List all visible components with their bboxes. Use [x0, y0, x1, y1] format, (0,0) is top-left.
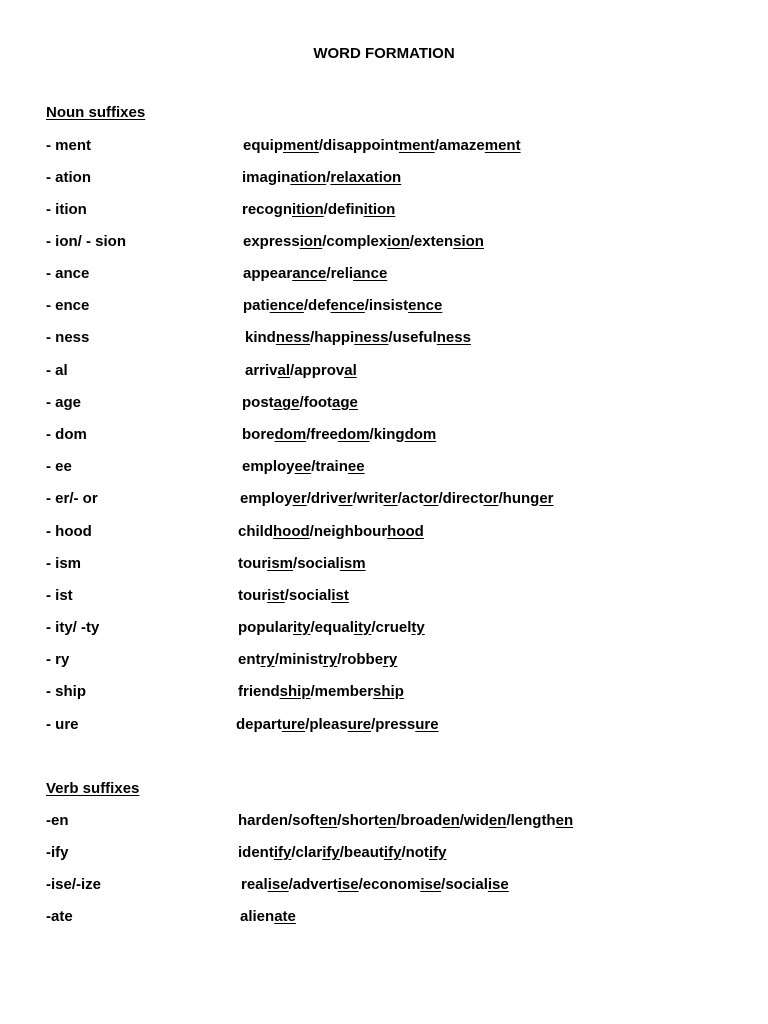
underlined-suffix: ment [398, 137, 435, 154]
verb-suffix-examples [238, 812, 573, 829]
word-stem: /defin [323, 201, 364, 218]
word-stem: /member [310, 683, 374, 700]
word-stem: /hung [498, 490, 540, 507]
word-stem: /social [284, 587, 332, 604]
word-stem: /writ [352, 490, 384, 507]
noun-suffix-examples [238, 651, 397, 668]
underlined-suffix: ism [267, 555, 294, 572]
word-stem: /king [369, 426, 405, 443]
word-stem: /minist [274, 651, 324, 668]
underlined-suffix: ment [283, 137, 319, 154]
noun-suffix-row [0, 458, 768, 480]
underlined-suffix: dom [337, 426, 370, 443]
noun-suffix-row [0, 619, 768, 641]
underlined-suffix: ation [290, 169, 327, 186]
noun-suffix-suffix-label: - ee [46, 458, 72, 475]
word-stem: /beaut [339, 844, 384, 861]
underlined-suffix: relaxation [330, 169, 402, 186]
verb-suffix-row [0, 812, 768, 834]
word-stem: /length [506, 812, 556, 829]
word-stem: /robbe [337, 651, 384, 668]
word-stem: /complex [322, 233, 388, 250]
underlined-suffix: en [488, 812, 507, 829]
noun-suffix-suffix-label: - age [46, 394, 82, 411]
noun-suffix-suffix-label: - ity/ -ty [46, 619, 100, 636]
underlined-suffix: en [555, 812, 574, 829]
word-stem: /approv [290, 362, 345, 379]
word-stem: arriv [245, 362, 278, 379]
noun-suffix-row [0, 523, 768, 545]
word-stem: /econom [358, 876, 421, 893]
noun-suffix-suffix-label: - ist [46, 587, 73, 604]
noun-suffix-examples [238, 619, 425, 636]
underlined-suffix: hood [387, 523, 424, 540]
noun-suffix-suffix-label: - ance [46, 265, 90, 282]
noun-suffix-suffix-label: - ment [46, 137, 91, 154]
word-stem: /cruel [371, 619, 412, 636]
word-stem: kind [245, 329, 276, 346]
underlined-suffix: ance [353, 265, 388, 282]
underlined-suffix: ment [484, 137, 521, 154]
verb-suffix-examples [238, 844, 446, 861]
noun-suffix-row [0, 201, 768, 223]
noun-suffix-examples [243, 233, 484, 250]
noun-suffix-examples [242, 394, 358, 411]
document-title: WORD FORMATION [313, 45, 455, 62]
noun-suffix-suffix-label: - er/- or [46, 490, 98, 507]
underlined-suffix: ify [273, 844, 292, 861]
noun-suffix-examples [243, 137, 521, 154]
underlined-suffix: ence [330, 297, 365, 314]
underlined-suffix: ism [339, 555, 366, 572]
underlined-suffix: er [539, 490, 554, 507]
word-stem: depart [236, 716, 282, 733]
noun-suffix-row [0, 651, 768, 673]
underlined-suffix: ise [487, 876, 509, 893]
underlined-suffix: ure [415, 716, 439, 733]
word-stem: employ [242, 458, 295, 475]
underlined-suffix: ise [267, 876, 289, 893]
noun-suffix-suffix-label: - ry [46, 651, 70, 668]
word-stem: popular [238, 619, 293, 636]
word-stem: /broad [396, 812, 443, 829]
noun-suffix-examples [240, 490, 554, 507]
underlined-suffix: ence [269, 297, 304, 314]
underlined-suffix: ity [353, 619, 372, 636]
word-stem: /foot [299, 394, 333, 411]
word-stem: /def [303, 297, 331, 314]
underlined-suffix: age [332, 394, 358, 411]
noun-suffix-suffix-label: - al [46, 362, 68, 379]
underlined-suffix: en [319, 812, 338, 829]
word-stem: recogn [242, 201, 293, 218]
underlined-suffix: dom [274, 426, 307, 443]
noun-suffix-examples [238, 555, 366, 572]
word-stem: /insist [364, 297, 409, 314]
word-stem: /short [337, 812, 379, 829]
underlined-suffix: ee [294, 458, 312, 475]
noun-suffix-row [0, 169, 768, 191]
noun-suffix-row [0, 490, 768, 512]
noun-suffix-row [0, 683, 768, 705]
noun-suffix-suffix-label: - ship [46, 683, 86, 700]
word-stem: ident [238, 844, 274, 861]
verb-suffixes-heading: Verb suffixes [46, 780, 140, 797]
underlined-suffix: al [344, 362, 357, 379]
noun-suffix-row [0, 587, 768, 609]
word-stem: appear [243, 265, 293, 282]
underlined-suffix: ry [323, 651, 338, 668]
word-stem: /reli [326, 265, 354, 282]
underlined-suffix: ition [363, 201, 396, 218]
word-stem: child [238, 523, 274, 540]
noun-suffix-suffix-label: - dom [46, 426, 87, 443]
noun-suffix-row [0, 265, 768, 287]
underlined-suffix: ty [411, 619, 425, 636]
underlined-suffix: ence [408, 297, 443, 314]
underlined-suffix: ition [292, 201, 324, 218]
underlined-suffix: dom [404, 426, 437, 443]
underlined-suffix: er [383, 490, 398, 507]
underlined-suffix: ry [383, 651, 398, 668]
word-stem: /wid [459, 812, 489, 829]
noun-suffix-examples [243, 297, 442, 314]
noun-suffix-suffix-label: - ism [46, 555, 82, 572]
noun-suffix-examples [236, 716, 439, 733]
word-stem: equip [243, 137, 283, 154]
word-stem: /neighbour [309, 523, 388, 540]
noun-suffix-row [0, 555, 768, 577]
word-stem: / [326, 169, 331, 186]
word-stem: bore [242, 426, 275, 443]
underlined-suffix: ist [267, 587, 285, 604]
word-stem: /free [306, 426, 338, 443]
word-stem: /social [293, 555, 340, 572]
underlined-suffix: ance [292, 265, 327, 282]
noun-suffix-row [0, 297, 768, 319]
underlined-suffix: al [277, 362, 291, 379]
noun-suffix-examples [242, 169, 401, 186]
noun-suffix-row [0, 233, 768, 255]
underlined-suffix: hood [273, 523, 310, 540]
word-stem: /equal [310, 619, 354, 636]
word-stem: /social [441, 876, 488, 893]
underlined-suffix: age [273, 394, 300, 411]
noun-suffix-examples [245, 329, 471, 346]
word-stem: /pleas [305, 716, 348, 733]
noun-suffixes-heading: Noun suffixes [46, 104, 146, 121]
word-stem: /happi [310, 329, 355, 346]
noun-suffix-row [0, 137, 768, 159]
word-stem: employ [240, 490, 293, 507]
verb-suffix-examples [240, 908, 296, 925]
underlined-suffix: ify [322, 844, 340, 861]
underlined-suffix: ness [436, 329, 471, 346]
underlined-suffix: ship [279, 683, 311, 700]
underlined-suffix: or [423, 490, 439, 507]
word-stem: ent [238, 651, 261, 668]
underlined-suffix: ise [420, 876, 442, 893]
word-stem: /amaze [434, 137, 485, 154]
word-stem: /train [311, 458, 348, 475]
word-stem: /advert [288, 876, 338, 893]
underlined-suffix: er [292, 490, 307, 507]
word-stem: post [242, 394, 274, 411]
word-stem: alien [240, 908, 275, 925]
word-stem: /act [397, 490, 424, 507]
word-stem: imagin [242, 169, 291, 186]
word-stem: tour [238, 587, 268, 604]
word-stem: /not [401, 844, 429, 861]
underlined-suffix: er [338, 490, 353, 507]
word-stem: /press [371, 716, 416, 733]
underlined-suffix: ry [260, 651, 275, 668]
noun-suffix-suffix-label: - ion/ - sion [46, 233, 126, 250]
word-stem: /clar [291, 844, 323, 861]
verb-suffix-suffix-label: -en [46, 812, 69, 829]
word-stem: /disappoint [318, 137, 399, 154]
verb-suffix-row [0, 876, 768, 898]
noun-suffix-examples [242, 458, 365, 475]
underlined-suffix: ness [354, 329, 389, 346]
verb-suffix-row [0, 844, 768, 866]
underlined-suffix: ness [275, 329, 311, 346]
noun-suffix-row [0, 426, 768, 448]
word-stem: /driv [306, 490, 339, 507]
noun-suffix-suffix-label: - ition [46, 201, 87, 218]
noun-suffix-suffix-label: - ure [46, 716, 79, 733]
underlined-suffix: ise [337, 876, 359, 893]
noun-suffix-examples [243, 265, 387, 282]
word-stem: /exten [409, 233, 454, 250]
noun-suffix-examples [242, 201, 395, 218]
word-stem: friend [238, 683, 280, 700]
underlined-suffix: ist [331, 587, 349, 604]
word-stem: /direct [438, 490, 484, 507]
noun-suffix-examples [238, 683, 404, 700]
noun-suffix-examples [242, 426, 436, 443]
noun-suffix-examples [238, 523, 424, 540]
noun-suffix-row [0, 329, 768, 351]
noun-suffix-suffix-label: - ness [46, 329, 90, 346]
underlined-suffix: ify [428, 844, 447, 861]
verb-suffix-suffix-label: -ify [46, 844, 69, 861]
underlined-suffix: ion [387, 233, 410, 250]
noun-suffix-row [0, 394, 768, 416]
verb-suffix-suffix-label: -ise/-ize [46, 876, 102, 893]
underlined-suffix: ify [383, 844, 402, 861]
underlined-suffix: ure [281, 716, 306, 733]
underlined-suffix: en [442, 812, 460, 829]
underlined-suffix: ion [299, 233, 323, 250]
word-stem: pati [243, 297, 270, 314]
word-stem: harden/soft [238, 812, 320, 829]
word-stem: /useful [388, 329, 437, 346]
word-stem: express [243, 233, 300, 250]
verb-suffix-examples [241, 876, 509, 893]
noun-suffix-examples [245, 362, 357, 379]
verb-suffix-row [0, 908, 768, 930]
underlined-suffix: ship [373, 683, 404, 700]
underlined-suffix: en [378, 812, 397, 829]
noun-suffix-row [0, 716, 768, 738]
underlined-suffix: ate [274, 908, 296, 925]
underlined-suffix: sion [453, 233, 484, 250]
underlined-suffix: ity [293, 619, 311, 636]
verb-suffix-suffix-label: -ate [46, 908, 73, 925]
underlined-suffix: ure [347, 716, 372, 733]
noun-suffix-suffix-label: - hood [46, 523, 92, 540]
noun-suffix-suffix-label: - ence [46, 297, 90, 314]
noun-suffix-examples [238, 587, 349, 604]
word-stem: real [241, 876, 268, 893]
underlined-suffix: ee [347, 458, 365, 475]
underlined-suffix: or [483, 490, 499, 507]
noun-suffix-suffix-label: - ation [46, 169, 91, 186]
word-stem: tour [238, 555, 268, 572]
noun-suffix-row [0, 362, 768, 384]
